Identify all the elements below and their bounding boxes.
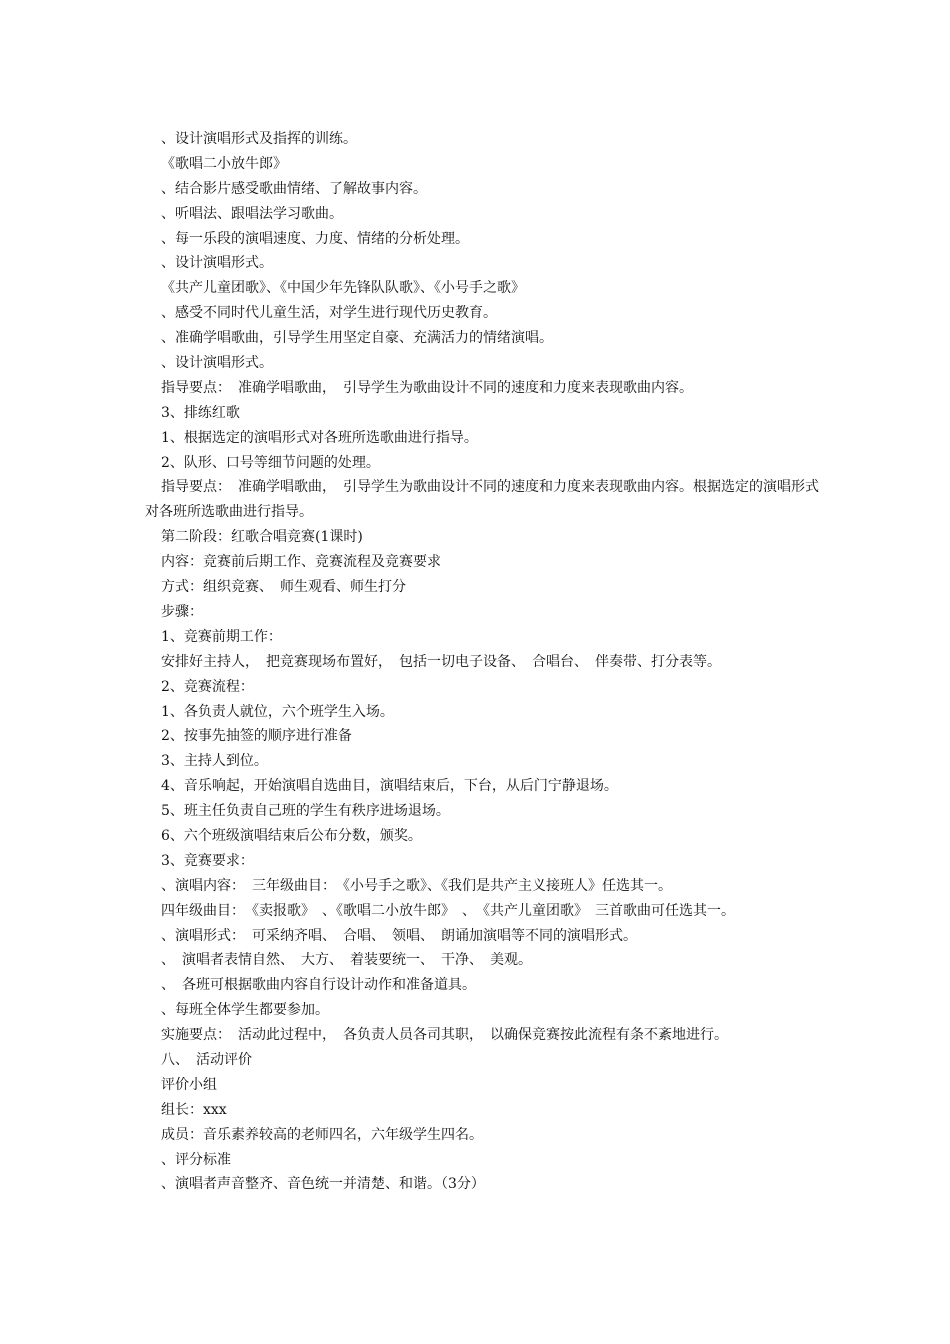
text-line: 2、队形、口号等细节问题的处理。 xyxy=(161,454,380,471)
implementation-point-line: 实施要点： 活动此过程中， 各负责人员各司其职， 以确保竞赛按此流程有条不紊地进行。 xyxy=(161,1027,728,1044)
section-heading: 3、排练红歌 xyxy=(161,404,240,421)
text-line: 、准确学唱歌曲，引导学生用坚定自豪、充满活力的情绪演唱。 xyxy=(161,330,553,347)
text-paragraph: 四年级曲目： 《卖报歌》 、《歌唱二小放牛郎》 、 《共产儿童团歌》 三首歌曲可任选其一。 xyxy=(161,902,735,919)
text-line: 、演唱形式： 可采纳齐唱、 合唱、 领唱、 朗诵加演唱等不同的演唱形式。 xyxy=(161,927,637,944)
text-line: 步骤： xyxy=(161,603,203,620)
document-body xyxy=(145,127,825,1197)
text-line: 、评分标准 xyxy=(161,1151,231,1168)
text-line: 组长：xxx xyxy=(161,1101,227,1118)
guidance-point-line: 指导要点： 准确学唱歌曲， 引导学生为歌曲设计不同的速度和力度来表现歌曲内容。 xyxy=(161,379,693,396)
text-line: 、每班全体学生都要参加。 xyxy=(161,1002,329,1019)
song-title-line: 《共产儿童团歌》、《中国少年先锋队队歌》、《小号手之歌》 xyxy=(161,280,525,297)
text-line: 、感受不同时代儿童生活，对学生进行现代历史教育。 xyxy=(161,305,497,322)
text-line: 、 演唱者表情自然、 大方、 着装要统一、 干净、 美观。 xyxy=(161,952,532,969)
text-line: 、设计演唱形式及指挥的训练。 xyxy=(161,131,357,147)
guidance-point-paragraph: 指导要点： 准确学唱歌曲， 引导学生为歌曲设计不同的速度和力度来表现歌曲内容。根据选定的演唱形式对各班所选歌曲进行指导。 xyxy=(145,479,819,521)
text-line: 、演唱者声音整齐、音色统一并清楚、和谐。（3分） xyxy=(161,1176,485,1193)
stage-heading: 第二阶段：红歌合唱竞赛(1课时) xyxy=(161,529,363,546)
section-heading: 2、竞赛流程： xyxy=(161,678,254,695)
text-line: 评价小组 xyxy=(161,1076,217,1093)
text-line: 成员：音乐素养较高的老师四名，六年级学生四名。 xyxy=(161,1126,483,1143)
text-line: 1、根据选定的演唱形式对各班所选歌曲进行指导。 xyxy=(161,429,478,446)
text-line: 、听唱法、跟唱法学习歌曲。 xyxy=(161,205,343,222)
text-line: 安排好主持人， 把竞赛现场布置好， 包括一切电子设备、 合唱台、 伴奏带、打分表等。 xyxy=(161,653,721,670)
text-line: 4、音乐响起，开始演唱自选曲目，演唱结束后，下台，从后门宁静退场。 xyxy=(161,778,618,795)
section-heading: 八、 活动评价 xyxy=(161,1052,252,1068)
song-title-line: 《歌唱二小放牛郎》 xyxy=(161,155,287,172)
text-line: 1、各负责人就位，六个班学生入场。 xyxy=(161,703,394,720)
text-line: 3、主持人到位。 xyxy=(161,753,268,770)
text-line: 、演唱内容： 三年级曲目： 《小号手之歌》、《我们是共产主义接班人》任选其一。 xyxy=(161,877,672,894)
text-line: 方式：组织竞赛、 师生观看、师生打分 xyxy=(161,579,406,596)
section-heading: 3、竞赛要求： xyxy=(161,852,254,869)
text-line: 内容：竞赛前后期工作、竞赛流程及竞赛要求 xyxy=(161,554,441,571)
text-line: 、每一乐段的演唱速度、力度、情绪的分析处理。 xyxy=(161,230,469,247)
text-line: 5、班主任负责自己班的学生有秩序进场退场。 xyxy=(161,803,450,820)
text-line: 、结合影片感受歌曲情绪、了解故事内容。 xyxy=(161,180,427,197)
section-heading: 1、竞赛前期工作： xyxy=(161,628,282,645)
text-line: 2、按事先抽签的顺序进行准备 xyxy=(161,728,352,745)
text-line: 、设计演唱形式。 xyxy=(161,355,273,372)
text-line: 6、六个班级演唱结束后公布分数，颁奖。 xyxy=(161,827,422,844)
text-line: 、 各班可根据歌曲内容自行设计动作和准备道具。 xyxy=(161,977,476,994)
text-line: 、设计演唱形式。 xyxy=(161,255,273,272)
